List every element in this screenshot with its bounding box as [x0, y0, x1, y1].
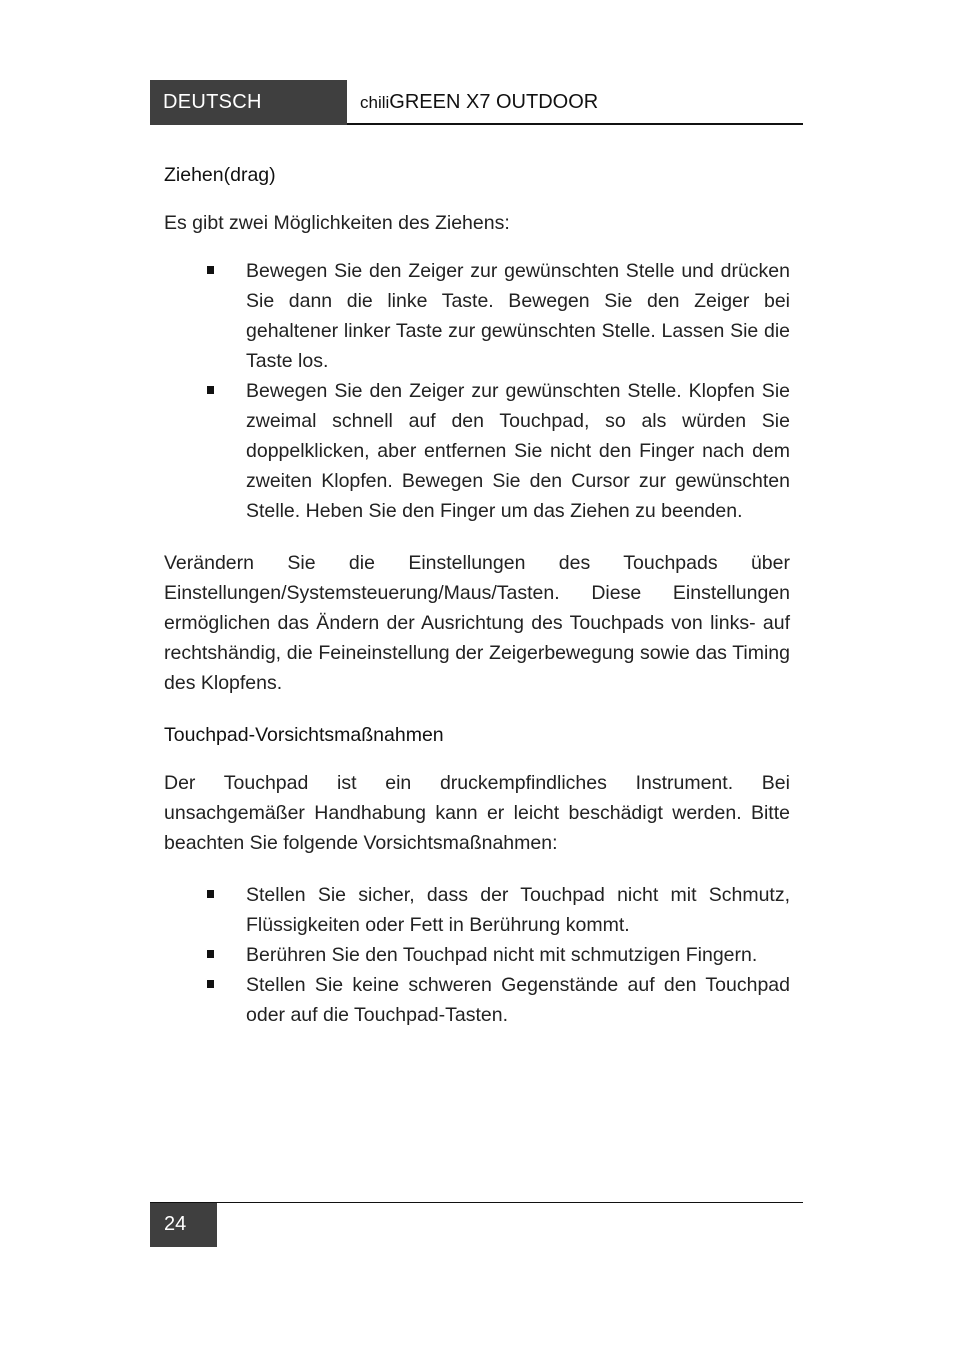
- list-item: [164, 970, 790, 1030]
- list-item: [164, 256, 790, 376]
- page-number: 24: [150, 1203, 217, 1247]
- bullet-icon: [207, 386, 214, 394]
- bullet-icon: [207, 890, 214, 898]
- list-item-text: Bewegen Sie den Zeiger zur gewünschten Stelle. Klopfen Sie zweimal schnell auf den Touchpad, so als würden Sie doppelklicken, aber entfernen Sie nicht den Finger nach dem zweiten Klopfen. Bewegen Sie den Cursor zur gewünschten Stelle. Heben Sie den Finger um das Ziehen zu beenden.: [246, 380, 790, 522]
- precautions-heading: Touchpad-Vorsichtsmaßnahmen: [164, 724, 444, 746]
- list-item-text: Stellen Sie keine schweren Gegenstände auf den Touchpad oder auf die Touchpad-Tasten.: [246, 974, 790, 1026]
- list-item-text: Berühren Sie den Touchpad nicht mit schmutzigen Fingern.: [246, 944, 758, 966]
- bullet-icon: [207, 950, 214, 958]
- list-item: [164, 880, 790, 940]
- language-label: DEUTSCH: [150, 80, 347, 125]
- product-prefix: chili: [360, 93, 390, 112]
- page-content: [164, 160, 790, 1030]
- header-rule: [347, 123, 803, 125]
- list-item-text: Bewegen Sie den Zeiger zur gewünschten Stelle und drücken Sie dann die linke Taste. Bewegen Sie den Zeiger bei gehaltener linker Taste zur gewünschten Stelle. Lassen Sie die Taste los.: [246, 260, 790, 372]
- precautions-list: [164, 880, 790, 1030]
- bullet-icon: [207, 266, 214, 274]
- drag-intro: Es gibt zwei Möglichkeiten des Ziehens:: [164, 212, 510, 234]
- bullet-icon: [207, 980, 214, 988]
- settings-paragraph: Verändern Sie die Einstellungen des Touchpads über Einstellungen/Systemsteuerung/Maus/Tasten. Diese Einstellungen ermöglichen das Ändern der Ausrichtung des Touchpads von links- auf rechtshändig, die Feineinstellung der Zeigerbewegung sowie das Timing des Klopfens.: [164, 552, 790, 694]
- footer-rule: [150, 1202, 803, 1203]
- product-name: GREEN X7 OUTDOOR: [389, 91, 599, 113]
- list-item: [164, 376, 790, 526]
- product-title: [360, 80, 598, 125]
- list-item: [164, 940, 790, 970]
- list-item-text: Stellen Sie sicher, dass der Touchpad nicht mit Schmutz, Flüssigkeiten oder Fett in Berührung kommt.: [246, 884, 790, 936]
- drag-heading: Ziehen(drag): [164, 164, 276, 186]
- drag-methods-list: [164, 256, 790, 526]
- precautions-intro: Der Touchpad ist ein druckempfindliches Instrument. Bei unsachgemäßer Handhabung kann er leicht beschädigt werden. Bitte beachten Sie folgende Vorsichtsmaßnahmen:: [164, 772, 790, 854]
